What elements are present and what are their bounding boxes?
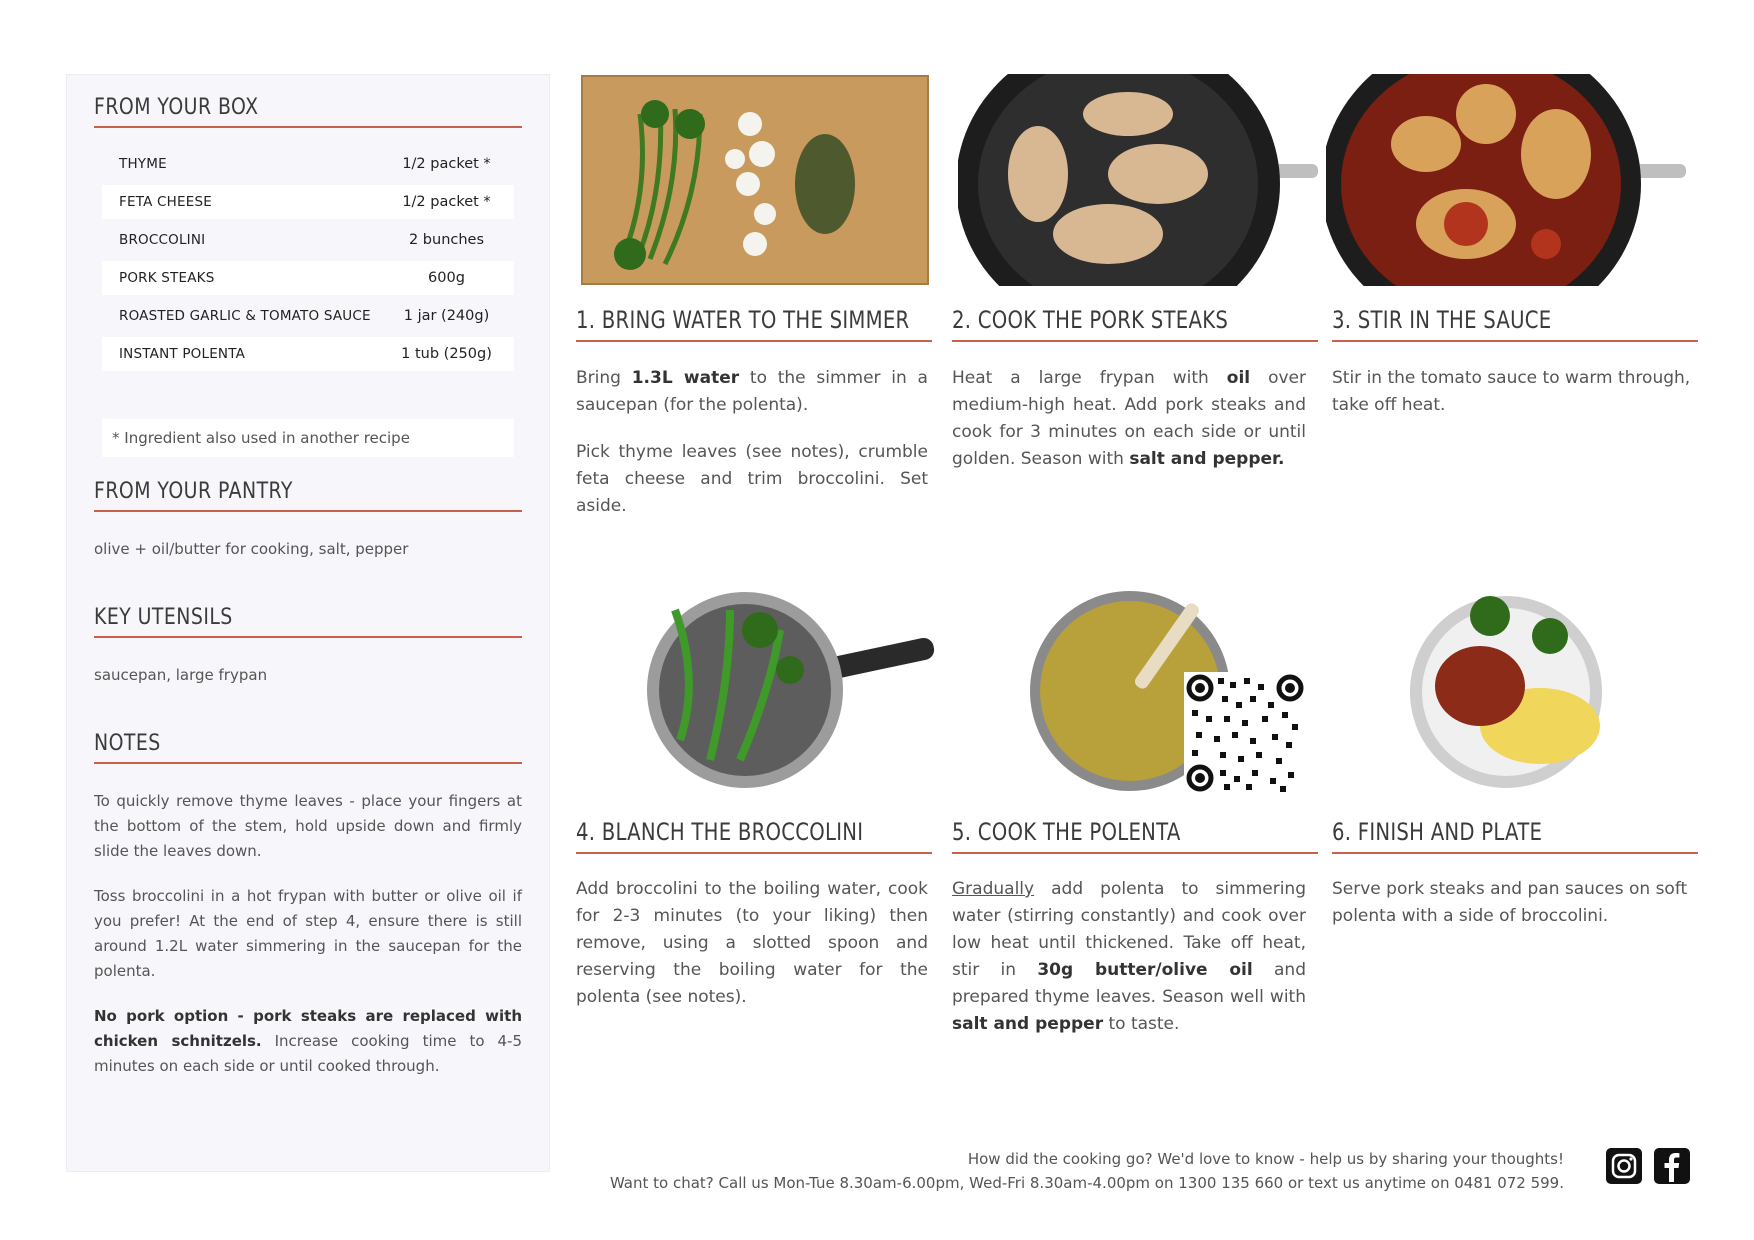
step2-text xyxy=(952,365,1306,493)
utensils-text: saucepan, large frypan xyxy=(94,666,268,684)
ingredient-name: THYME xyxy=(119,156,167,172)
step2-bold: oil xyxy=(1226,368,1251,388)
ingredient-qty: 1 tub (250g) xyxy=(401,346,492,362)
step5-bold: salt and pepper xyxy=(952,1014,1104,1034)
ingredient-name: INSTANT POLENTA xyxy=(119,346,246,362)
ingredient-row xyxy=(102,185,514,219)
ingredient-qty: 1/2 packet * xyxy=(402,194,491,210)
qr-code[interactable] xyxy=(1184,672,1306,794)
step6-heading: 6. FINISH AND PLATE xyxy=(1332,818,1698,854)
step5-text: Gradually add polenta to simmering water (stirring constantly) and cook over low heat until thickened. Take off heat, stir in 30g butter/olive oil and prepared thyme leaves. Season well with salt and pepper to taste. xyxy=(952,879,1306,1034)
pantry-heading: FROM YOUR PANTRY xyxy=(94,479,522,512)
step5-underline: Gradually xyxy=(952,879,1035,899)
note-paragraph: To quickly remove thyme leaves - place your fingers at the bottom of the stem, hold upside down and firmly slide the leaves down. xyxy=(94,792,522,860)
step4-text: Add broccolini to the boiling water, cook for 2-3 minutes (to your liking) then remove, using a slotted spoon and reserving the boiling water for the polenta (see notes). xyxy=(576,879,928,1007)
ingredient-qty: 600g xyxy=(428,270,465,286)
ingredient-qty: 1 jar (240g) xyxy=(403,308,490,324)
instagram-icon[interactable] xyxy=(1606,1148,1642,1184)
ingredient-name: ROASTED GARLIC & TOMATO SAUCE xyxy=(119,308,371,324)
ingredient-row xyxy=(102,299,514,333)
footer-feedback: How did the cooking go? We'd love to know - help us by sharing your thoughts! xyxy=(967,1150,1564,1168)
notes-heading: NOTES xyxy=(94,731,522,764)
note-paragraph: Toss broccolini in a hot frypan with butter or olive oil if you prefer! At the end of step 4, ensure there is still around 1.2L water simmering in the saucepan for the polenta. xyxy=(94,887,522,980)
step2-bold: salt and pepper. xyxy=(1129,449,1285,469)
step2-photo xyxy=(958,74,1318,286)
ingredient-row xyxy=(102,337,514,371)
step4-heading: 4. BLANCH THE BROCCOLINI xyxy=(576,818,932,854)
step2-heading: 2. COOK THE PORK STEAKS xyxy=(952,306,1318,342)
step1-photo xyxy=(580,74,932,286)
step5-bold: 30g butter/olive oil xyxy=(1037,960,1253,980)
footer-contact: Want to chat? Call us Mon-Tue 8.30am-6.00pm, Wed-Fri 8.30am-4.00pm on 1300 135 660 or text us anytime on 0481 072 599. xyxy=(609,1174,1564,1192)
utensils-heading: KEY UTENSILS xyxy=(94,605,522,638)
step1-paragraph: Pick thyme leaves (see notes), crumble feta cheese and trim broccolini. Set aside. xyxy=(576,442,928,516)
step3-photo xyxy=(1326,74,1686,286)
ingredient-qty: 1/2 packet * xyxy=(402,156,491,172)
facebook-icon[interactable] xyxy=(1654,1148,1690,1184)
step2-paragraph: Heat a large frypan with oil over medium-high heat. Add pork steaks and cook for 3 minutes on each side or until golden. Season with salt and pepper. xyxy=(952,368,1306,469)
step1-bold: 1.3L water xyxy=(631,368,740,388)
notes-body xyxy=(94,789,522,1099)
step3-heading: 3. STIR IN THE SAUCE xyxy=(1332,306,1698,342)
ingredient-qty: 2 bunches xyxy=(408,232,485,248)
ingredient-row xyxy=(102,223,514,257)
ingredient-name: FETA CHEESE xyxy=(119,194,212,210)
step1-text xyxy=(576,365,928,540)
step6-photo xyxy=(1400,586,1612,792)
step1-paragraph: Bring 1.3L water to the simmer in a saucepan (for the polenta). xyxy=(576,368,928,415)
note-paragraph xyxy=(94,1004,522,1079)
step3-text: Stir in the tomato sauce to warm through, take off heat. xyxy=(1332,368,1691,415)
ingredient-footnote: * Ingredient also used in another recipe xyxy=(102,419,514,457)
ingredient-row xyxy=(102,147,514,181)
ingredient-name: BROCCOLINI xyxy=(119,232,206,248)
step4-photo xyxy=(620,590,936,790)
note-bold: No pork option - pork steaks are replaced with chicken schnitzels. xyxy=(94,1007,522,1050)
pantry-text: olive + oil/butter for cooking, salt, pepper xyxy=(94,540,409,558)
ingredient-row xyxy=(102,261,514,295)
ingredient-name: PORK STEAKS xyxy=(119,270,215,286)
step1-heading: 1. BRING WATER TO THE SIMMER xyxy=(576,306,932,342)
note-rest: Increase cooking time to 4-5 minutes on each side or until cooked through. xyxy=(94,1032,522,1075)
step5-heading: 5. COOK THE POLENTA xyxy=(952,818,1318,854)
step6-text: Serve pork steaks and pan sauces on soft polenta with a side of broccolini. xyxy=(1332,879,1688,926)
box-heading: FROM YOUR BOX xyxy=(94,95,522,128)
ingredient-table xyxy=(102,147,514,375)
ingredients-sidebar xyxy=(66,74,550,1172)
